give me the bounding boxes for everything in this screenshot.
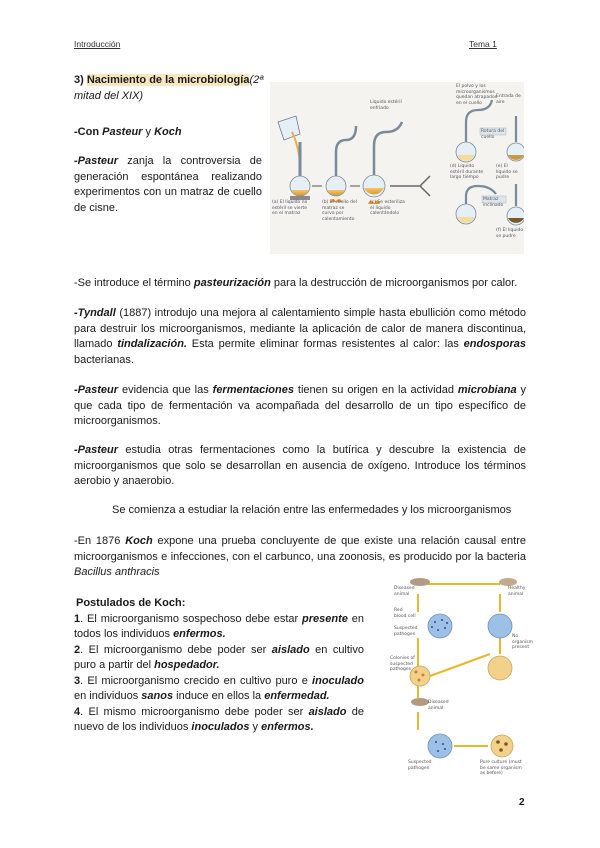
- postulate-2: 2. El microorganismo debe poder ser aislado en cultivo puro a partir del hospedador.: [74, 643, 364, 671]
- pasteur2-name: -Pasteur: [74, 384, 119, 396]
- pasteurization-term: pasteurización: [193, 277, 271, 289]
- pasteurization-pre: -Se introduce el término: [74, 277, 194, 289]
- section-title-text: Nacimiento de la microbiología: [86, 74, 250, 86]
- section-subtitle-b: mitad del XIX): [74, 89, 144, 102]
- koch-postulates: [74, 596, 364, 736]
- intro-pasteur: Pasteur: [102, 126, 143, 138]
- pasteur-anaerobic-paragraph: [74, 443, 526, 490]
- relation-line: Se comienza a estudiar la relación entre las enfermedades y los microorganismos: [112, 504, 512, 516]
- tyndall-text3: bacterianas.: [74, 353, 134, 366]
- inoculated-blood-icon: [428, 734, 452, 758]
- fig1-caption-sterile: Líquido estéril enfriado: [370, 100, 402, 111]
- koch-postulates-figure: [380, 572, 533, 776]
- fig1-caption-f: (f) El líquido se pudre: [496, 228, 524, 239]
- header-left: Introducción: [74, 39, 121, 49]
- koch-name: Koch: [125, 535, 153, 547]
- section-subtitle-a: (2ª: [249, 74, 264, 86]
- pasteur-experiment-figure: [270, 82, 524, 254]
- diseased-blood-icon: [428, 614, 452, 638]
- fig2-healthy: Healthy animal: [508, 586, 526, 597]
- fig1-caption-break: Rotura del cuello: [481, 129, 505, 140]
- postulate-3: 3. El microorganismo crecido en cultivo puro e inoculado en individuos sanos induce en ellos la enfermedad.: [74, 674, 364, 702]
- section-title: [74, 73, 264, 104]
- fig1-caption-d: (d) Líquido estéril durante largo tiempo: [450, 164, 484, 180]
- intro-and: y: [142, 126, 155, 138]
- pasteur2-text2: tienen su origen en la actividad: [293, 384, 458, 396]
- fig2-suspected: Suspected pathogen: [394, 626, 418, 637]
- pasteur1-text: zanja la controversia de generación espontánea realizando experimentos con un matraz de cuello de cisne.: [74, 155, 262, 214]
- fig2-rbc: Red blood cell: [394, 608, 416, 619]
- fig2-pure-culture: Pure culture (must be same organism as before): [480, 760, 522, 776]
- page-number: 2: [519, 797, 525, 808]
- tyndall-term2: endosporas: [463, 338, 526, 350]
- header-right: Tema 1: [469, 39, 497, 49]
- fig2-diseased-2: Diseased animal: [428, 700, 449, 711]
- tyndall-text2: Esta permite eliminar formas resistentes al calor: las: [187, 338, 464, 350]
- intro-line: [74, 125, 264, 141]
- inoculated-animal-icon: [411, 698, 429, 706]
- koch-species: Bacillus anthracis: [74, 566, 160, 578]
- tyndall-name: -Tyndall: [74, 307, 116, 319]
- pasteur2-term2: microbiana: [457, 384, 517, 396]
- pasteur2-text1: evidencia que las: [118, 384, 213, 396]
- fig1-caption-a: (a) El líquido no estéril se vierte en el matraz: [272, 200, 308, 216]
- empty-plate-icon: [488, 656, 512, 680]
- tyndall-term: tindalización.: [117, 338, 187, 350]
- intro-dash: -Con: [74, 126, 103, 138]
- healthy-blood-icon: [488, 614, 512, 638]
- pasteur-swan-neck-paragraph: -Pasteur zanja la controversia de generación espontánea realizando experimentos con un matraz de cuello de cisne.: [74, 155, 262, 214]
- fig1-caption-dust: El polvo y los microorganismos quedan atrapados en el cuello: [456, 84, 498, 106]
- fig1-caption-tilt: Matraz inclinado: [483, 197, 504, 208]
- fig2-diseased: Diseased animal: [394, 586, 415, 597]
- postulate-4: 4. El mismo microorganismo debe poder ser aislado de nuevo de los individuos inoculados y enfermos.: [74, 705, 365, 733]
- fig1-caption-b: (b) El cuello del matraz se curva por calentamiento: [322, 200, 357, 222]
- section-number: 3): [74, 74, 84, 86]
- tyndall-paragraph: [74, 306, 526, 368]
- fig2-suspected-2: Suspected pathogen: [408, 760, 432, 771]
- fig2-none: No organism present: [512, 634, 533, 650]
- pasteur3-name: -Pasteur: [74, 444, 119, 456]
- pasteur-fermentation-paragraph: [74, 383, 526, 430]
- postulate-1: 1. El microorganismo sospechoso debe estar presente en todos los individuos enfermos.: [74, 612, 364, 640]
- intro-koch: Koch: [154, 126, 182, 138]
- healthy-animal-icon: [499, 578, 517, 586]
- fig1-caption-e: (e) El líquido se pudre: [496, 164, 518, 180]
- pure-culture-icon: [491, 735, 513, 757]
- postulates-title: Postulados de Koch:: [76, 597, 186, 609]
- fig1-caption-air: Entrada de aire: [496, 94, 521, 105]
- pasteur2-text3: y que cada tipo de fermentación va acompañada del desarrollo de un tipo específico de microorganismos.: [74, 384, 526, 427]
- koch-pre: -En 1876: [74, 535, 126, 547]
- pasteur3-text: estudia otras fermentaciones como la butírica y descubre la existencia de microorganismos que solo se desarrollan en ausencia de oxígeno. Introduce los términos aerobio y anaerobio.: [74, 444, 526, 487]
- pasteur2-term: fermentaciones: [212, 384, 294, 396]
- pasteurization-paragraph: [74, 276, 526, 292]
- tyndall-text1: (1887) introdujo una mejora al calentamiento simple hasta ebullición como método para destruir los microorganismos, mediante la aplicación de calor de manera discontinua, llamado: [74, 307, 526, 350]
- koch-text: expone una prueba concluyente de que existe una relación causal entre microorganismos e infecciones, con el carbunco, una zoonosis, es producido por la bacteria: [74, 535, 526, 563]
- fig2-colonies: Colonies of suspected pathogen: [390, 656, 415, 672]
- pasteurization-post: para la destrucción de microorganismos por calor.: [270, 277, 518, 289]
- fig1-caption-c: (c) Se esteriliza el líquido calentándolo: [370, 200, 405, 216]
- beaker-icon: [278, 116, 300, 140]
- diseased-animal-icon: [410, 578, 430, 586]
- pasteur1-name: Pasteur: [77, 155, 119, 167]
